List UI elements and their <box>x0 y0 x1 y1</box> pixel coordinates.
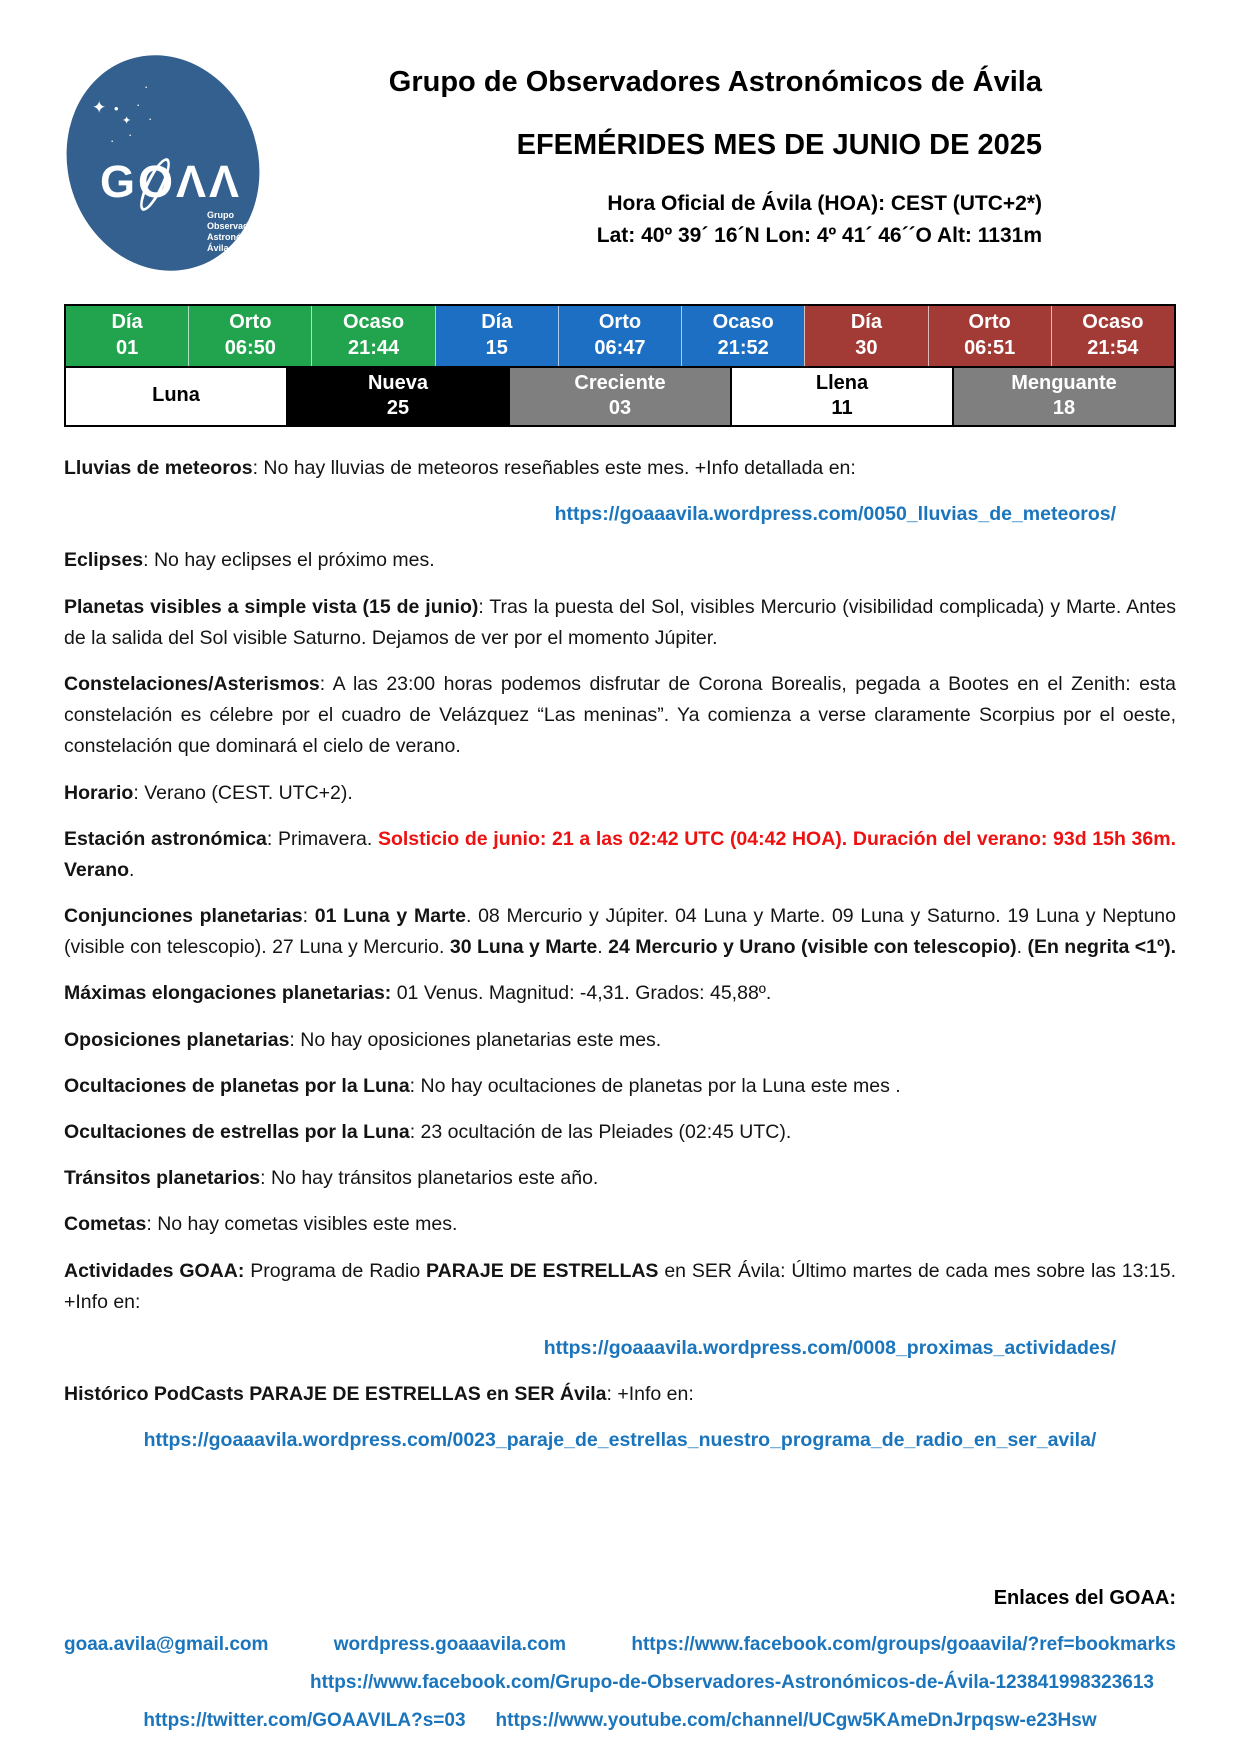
star-icon: ✦ <box>92 98 107 117</box>
section-label: Lluvias de meteoros <box>64 457 253 479</box>
section-label: (En negrita <1º). <box>1027 936 1176 959</box>
hyperlink[interactable]: https://goaaavila.wordpress.com/0008_proximas_actividades/ <box>543 1336 1116 1359</box>
sun-cell-value: 21:52 <box>717 337 769 359</box>
section-label: PARAJE DE ESTRELLAS <box>426 1259 659 1282</box>
section-paragraph <box>64 545 1176 576</box>
section-paragraph <box>64 1071 1176 1102</box>
moon-phase-name: Menguante <box>1011 372 1117 394</box>
logo-tagline-line: Astronómicos <box>207 232 268 242</box>
section-paragraph <box>64 1379 1176 1410</box>
section-text: . <box>597 936 609 959</box>
section-label: Oposiciones planetarias <box>64 1028 290 1051</box>
star-dot-icon: · <box>136 97 141 112</box>
section-label: Ocultaciones de estrellas por la Luna <box>64 1121 410 1143</box>
section-text: . 08 Mercurio y Júpiter. 04 Luna y Marte. 09 Luna y Saturno. 19 Luna y Neptuno (visible con telescopio). 27 Luna y Mercurio. <box>64 905 1176 959</box>
section-link-line <box>64 1333 1176 1364</box>
section-label: 30 Luna y Marte <box>449 936 598 959</box>
section-label: Actividades GOAA: <box>64 1259 245 1282</box>
timezone-note: Hora Oficial de Ávila (HOA): CEST (UTC+2*) <box>607 192 1042 215</box>
section-link-line <box>64 1425 1176 1456</box>
section-label: Verano <box>64 858 130 881</box>
section-label: Planetas visibles a simple vista (15 de junio) <box>64 595 479 618</box>
moon-phase-cell <box>286 368 508 425</box>
sun-table-cell <box>681 306 804 366</box>
moon-phase-cell <box>508 368 730 425</box>
star-dot-icon: • <box>114 101 119 116</box>
footer-links <box>64 1626 1176 1740</box>
sun-table-cell <box>804 306 927 366</box>
section-link-line <box>64 499 1176 530</box>
section-label: 24 Mercurio y Urano (visible con telescopio) <box>608 936 1017 959</box>
section-text: : No hay tránsitos planetarios este año. <box>260 1167 599 1190</box>
coordinates: Lat: 40º 39´ 16´N Lon: 4º 41´ 46´´O Alt: 1131m <box>596 224 1042 247</box>
moon-phase-day: 25 <box>386 397 410 419</box>
sun-cell-label: Orto <box>229 311 272 333</box>
star-dot-icon: · <box>144 79 149 94</box>
sun-moon-ephemeris-table <box>64 304 1176 427</box>
sun-cell-label: Ocaso <box>342 311 405 333</box>
moon-phase-day: 03 <box>608 397 632 419</box>
footer-link[interactable]: goaa.avila@gmail.com <box>64 1634 269 1655</box>
sun-rise-set-row <box>66 306 1174 366</box>
logo-tagline-line: Grupo <box>207 210 234 220</box>
footer-link[interactable]: https://twitter.com/GOAAVILA?s=03 <box>143 1710 466 1731</box>
sun-cell-value: 01 <box>115 337 139 359</box>
page-subtitle: EFEMÉRIDES MES DE JUNIO DE 2025 <box>516 129 1042 161</box>
logo-wordmark: GOΛΛ <box>100 156 243 207</box>
section-text: : +Info en: <box>606 1383 694 1406</box>
section-paragraph <box>64 1117 1176 1148</box>
sun-cell-value: 15 <box>485 337 508 359</box>
section-text: : Verano (CEST. UTC+2). <box>133 781 353 804</box>
section-label: Constelaciones/Asterismos <box>64 672 320 695</box>
section-text: : No hay oposiciones planetarias este mes. <box>289 1028 662 1051</box>
page-title: Grupo de Observadores Astronómicos de Ávila <box>388 66 1042 98</box>
section-text: : Tras la puesta del Sol, visibles Mercurio (visibilidad complicada) y Marte. Antes de la salida del Sol visible Saturno. Dejamos de ver por el momento Júpiter. <box>64 595 1176 649</box>
ephemerides-sections <box>64 453 1176 1457</box>
section-text: : <box>302 905 315 928</box>
section-text: . <box>129 858 135 881</box>
footer-link-line <box>64 1702 1176 1740</box>
sun-table-cell <box>928 306 1051 366</box>
footer-link[interactable]: https://www.facebook.com/Grupo-de-Observadores-Astronómicos-de-Ávila-123841998323613 <box>309 1672 1154 1693</box>
section-paragraph <box>64 669 1176 763</box>
section-text: en SER Ávila: Último martes de cada mes sobre las 13:15. +Info en: <box>64 1259 1176 1313</box>
sun-table-cell <box>66 306 188 366</box>
footer-link[interactable]: wordpress.goaaavila.com <box>333 1634 567 1655</box>
section-paragraph <box>64 453 1176 484</box>
moon-phase-cell <box>730 368 952 425</box>
star-dot-icon: · <box>110 133 115 148</box>
section-text: : 23 ocultación de las Pleiades (02:45 UTC). <box>409 1121 792 1143</box>
document-footer <box>64 1587 1176 1740</box>
section-label: Máximas elongaciones planetarias: <box>64 982 392 1005</box>
section-label: Cometas <box>64 1213 147 1236</box>
sun-cell-label: Día <box>481 311 513 333</box>
logo-tagline <box>207 210 268 254</box>
section-label: Horario <box>64 781 134 804</box>
moon-phase-name: Llena <box>815 372 869 394</box>
moon-phase-day: 18 <box>1052 397 1076 419</box>
section-label: Ocultaciones de planetas por la Luna <box>64 1074 410 1097</box>
sun-cell-value: 21:44 <box>347 337 400 359</box>
sun-table-cell <box>435 306 558 366</box>
section-text: : No hay eclipses el próximo mes. <box>143 549 435 572</box>
moon-phases-row <box>66 366 1174 425</box>
sun-cell-label: Orto <box>598 311 642 333</box>
sun-cell-value: 30 <box>855 337 878 359</box>
section-paragraph <box>64 1256 1176 1318</box>
document-header <box>64 54 1176 286</box>
section-text: : No hay cometas visibles este mes. <box>146 1213 458 1236</box>
hyperlink[interactable]: https://goaaavila.wordpress.com/0050_lluvias_de_meteoros/ <box>554 503 1116 526</box>
star-dot-icon: · <box>128 127 133 142</box>
sun-table-cell <box>1051 306 1174 366</box>
goaa-logo <box>64 54 299 286</box>
star-dot-icon: · <box>148 111 153 126</box>
section-text: 01 Venus. Magnitud: -4,31. Grados: 45,88º. <box>391 982 772 1005</box>
moon-row-title: Luna <box>66 368 286 425</box>
section-paragraph <box>64 778 1176 809</box>
section-text: : Primavera. <box>266 827 378 850</box>
section-label: 01 Luna y Marte <box>314 905 466 928</box>
sun-cell-label: Orto <box>968 311 1011 333</box>
section-text: . <box>1016 936 1028 959</box>
sun-cell-value: 06:47 <box>594 337 646 359</box>
section-label: Tránsitos planetarios <box>64 1167 261 1190</box>
sun-cell-label: Día <box>111 311 143 333</box>
section-label: Solsticio de junio: 21 a las 02:42 UTC (04:42 HOA). Duración del verano: 93d 15h 36m. <box>377 827 1176 850</box>
section-paragraph <box>64 592 1176 654</box>
sun-cell-label: Ocaso <box>712 311 774 333</box>
star-icon: ✦ <box>122 115 132 127</box>
moon-phase-cell <box>952 368 1174 425</box>
section-paragraph <box>64 901 1176 963</box>
section-text: : No hay lluvias de meteoros reseñables este mes. +Info detallada en: <box>252 457 856 479</box>
footer-link-line <box>64 1664 1176 1702</box>
hyperlink[interactable]: https://goaaavila.wordpress.com/0023_paraje_de_estrellas_nuestro_programa_de_radio_en_ser_avila/ <box>143 1429 1097 1452</box>
footer-link[interactable]: https://www.youtube.com/channel/UCgw5KAmeDnJrpqsw-e23Hsw <box>495 1710 1097 1731</box>
moon-phase-day: 11 <box>831 397 853 419</box>
sun-cell-label: Ocaso <box>1082 311 1144 333</box>
logo-tagline-line: Observadores <box>207 221 268 231</box>
footer-link[interactable]: https://www.facebook.com/groups/goaavila/?ref=bookmarks <box>631 1634 1176 1655</box>
section-paragraph <box>64 978 1176 1009</box>
section-label: Conjunciones planetarias <box>64 905 303 928</box>
sun-cell-label: Día <box>850 311 882 333</box>
section-paragraph <box>64 824 1176 886</box>
sun-table-cell <box>311 306 434 366</box>
enlaces-label: Enlaces del GOAA: <box>993 1587 1176 1609</box>
sun-cell-value: 06:51 <box>964 337 1016 359</box>
sun-cell-value: 21:54 <box>1087 337 1139 359</box>
section-label: Eclipses <box>64 549 144 572</box>
sun-table-cell <box>188 306 311 366</box>
section-paragraph <box>64 1209 1176 1240</box>
header-text-block <box>299 54 1176 286</box>
section-label: Histórico PodCasts PARAJE DE ESTRELLAS en SER Ávila <box>64 1383 607 1406</box>
moon-phase-name: Creciente <box>574 372 666 394</box>
section-paragraph <box>64 1025 1176 1056</box>
section-paragraph <box>64 1163 1176 1194</box>
section-label: Estación astronómica <box>64 827 267 850</box>
section-text: : No hay ocultaciones de planetas por la Luna este mes . <box>409 1074 901 1097</box>
logo-tagline-line: Ávila <box>207 243 229 253</box>
section-text: Programa de Radio <box>244 1259 427 1282</box>
sun-table-cell <box>558 306 681 366</box>
footer-link-line <box>64 1626 1176 1664</box>
sun-cell-value: 06:50 <box>224 337 276 359</box>
moon-phase-name: Nueva <box>367 372 429 394</box>
section-text: : A las 23:00 horas podemos disfrutar de Corona Borealis, pegada a Bootes en el Zenith: esta constelación es célebre por el cuadro de Velázquez “Las meninas”. Ya comienza a verse claramente Scorpius por el oeste, constelación que dominará el cielo de verano. <box>64 672 1176 758</box>
